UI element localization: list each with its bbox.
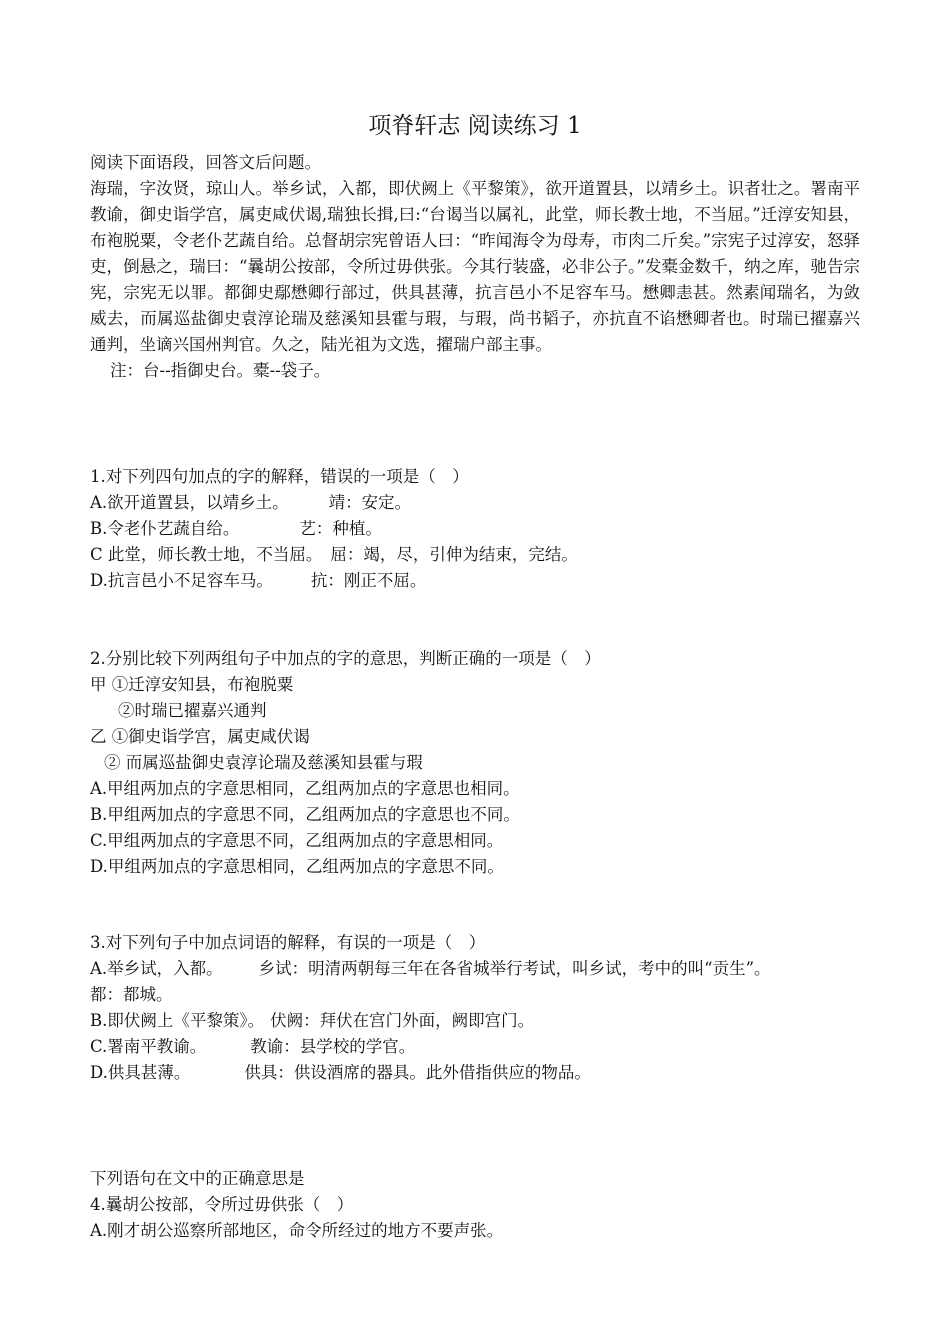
page-title: 项脊轩志 阅读练习 1: [368, 113, 582, 139]
option-sentence: C.署南平教谕。: [90, 1037, 207, 1056]
q4-lead: 下列语句在文中的正确意思是: [90, 1169, 305, 1188]
q1-option-d: [90, 568, 860, 594]
option-gloss: 乡试：明清两朝每三年在各省城举行考试，叫乡试，考中的叫“贡生”。: [258, 959, 771, 978]
option-sentence: D.抗言邑小不足容车马。: [90, 571, 273, 590]
option-gloss: 抗：刚正不屈。: [310, 571, 427, 590]
option-sentence: A.举乡试，入都。: [90, 959, 223, 978]
option-sentence: A.欲开道置县，以靖乡土。: [90, 493, 289, 512]
passage-text: 海瑞，字汝贤，琼山人。举乡试，入都，即伏阙上《平黎策》，欲开道置县，以靖乡土。识者壮之。署南平教谕，御史诣学宫，属吏咸伏谒,瑞独长揖,曰:“台谒当以属礼，此堂，师长教士地，不当屈。”迁淳安知县，布袍脱粟，令老仆艺蔬自给。总督胡宗宪曾语人曰：“昨闻海令为母寿，市肉二斤矣。”宗宪子过淳安，怒驿吏，倒悬之，瑞曰：“曩胡公按部，令所过毋供张。今其行装盛，必非公子。”发橐金数千，纳之库，驰告宗宪，宗宪无以罪。都御史鄢懋卿行部过，供具甚薄，抗言邑小不足容车马。懋卿恚甚。然素闻瑞名，为敛威去，而属巡盐御史袁淳论瑞及慈溪知县霍与瑕，与瑕，尚书韬子，亦抗直不谄懋卿者也。时瑞已擢嘉兴通判，坐谪兴国州判官。久之，陆光祖为文选，擢瑞户部主事。: [90, 179, 860, 354]
option-sentence: C 此堂，师长教士地，不当屈。: [90, 545, 323, 564]
q3-option-c: [90, 1034, 860, 1060]
q3-option-d: [90, 1060, 860, 1086]
reading-passage-block: [90, 150, 860, 384]
q2-group-yi-2: ② 而属巡盐御史袁淳论瑞及慈溪知县霍与瑕: [104, 753, 423, 772]
q3-option-a-extra: 都：都城。: [90, 985, 173, 1004]
passage-note: 注：台--指御史台。橐--袋子。: [110, 361, 331, 380]
q2-group-jia-2: ②时瑞已擢嘉兴通判: [118, 701, 267, 720]
question-4: [90, 1166, 860, 1244]
question-3: [90, 930, 860, 1086]
q2-option-a: A.甲组两加点的字意思相同，乙组两加点的字意思也相同。: [90, 779, 520, 798]
q3-option-a: [90, 956, 860, 982]
option-sentence: B.即伏阙上《平黎策》。: [90, 1011, 265, 1030]
q2-option-c: C.甲组两加点的字意思不同，乙组两加点的字意思相同。: [90, 831, 504, 850]
q4-option-a: A.刚才胡公巡察所部地区，命令所经过的地方不要声张。: [90, 1221, 504, 1240]
q1-option-c: [90, 542, 860, 568]
option-gloss: 靖：安定。: [328, 493, 412, 512]
option-gloss: 艺：种植。: [299, 519, 382, 538]
q2-option-b: B.甲组两加点的字意思不同，乙组两加点的字意思也不同。: [90, 805, 520, 824]
q1-option-b: [90, 516, 860, 542]
q1-stem: 1.对下列四句加点的字的解释，错误的一项是（ ）: [90, 467, 469, 486]
option-gloss: 供具：供设酒席的器具。此外借指供应的物品。: [244, 1063, 591, 1082]
q2-option-d: D.甲组两加点的字意思相同，乙组两加点的字意思不同。: [90, 857, 504, 876]
option-gloss: 教谕：县学校的学官。: [250, 1037, 416, 1056]
option-gloss: 伏阙：拜伏在宫门外面，阙即宫门。: [270, 1011, 535, 1030]
q1-option-a: [90, 490, 860, 516]
q3-option-b: [90, 1008, 860, 1034]
option-gloss: 屈：竭，尽，引伸为结束，完结。: [330, 545, 578, 564]
q2-group-yi-1: 乙 ①御史诣学宫，属吏咸伏谒: [90, 727, 310, 746]
q2-stem: 2.分别比较下列两组句子中加点的字的意思，判断正确的一项是（ ）: [90, 649, 601, 668]
q4-stem: 4.曩胡公按部，令所过毋供张（ ）: [90, 1195, 354, 1214]
question-1: [90, 464, 860, 594]
option-sentence: B.令老仆艺蔬自给。: [90, 519, 240, 538]
q2-group-jia-1: 甲 ①迁淳安知县，布袍脱粟: [90, 675, 294, 694]
option-sentence: D.供具甚薄。: [90, 1063, 191, 1082]
question-2: [90, 646, 860, 880]
intro-instruction: 阅读下面语段，回答文后问题。: [90, 153, 321, 172]
q3-stem: 3.对下列句子中加点词语的解释，有误的一项是（ ）: [90, 933, 486, 952]
